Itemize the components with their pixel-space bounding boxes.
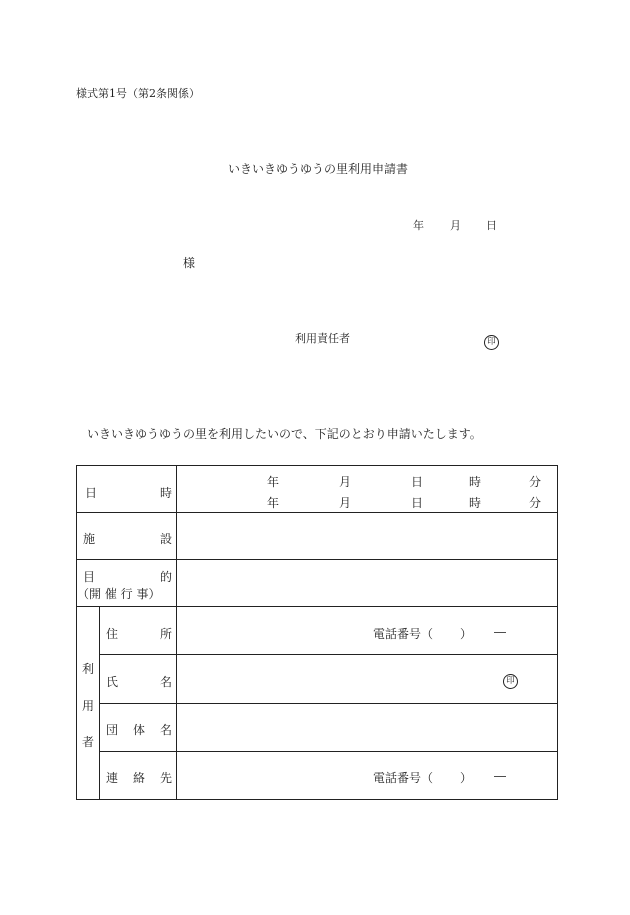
user-address-row <box>77 607 558 655</box>
address-label-cell <box>100 607 177 655</box>
datetime-input-cell[interactable] <box>177 466 558 513</box>
name-input-cell[interactable] <box>177 655 558 703</box>
organization-label-cell <box>100 703 177 751</box>
datetime-label-1: 日 <box>85 486 98 500</box>
seal-mark: 印 <box>484 335 499 350</box>
addressee-suffix: 様 <box>183 256 196 270</box>
form-number: 様式第1号（第2条関係） <box>76 87 200 100</box>
facility-label-1: 施 <box>83 532 96 546</box>
organization-label-1: 団 <box>106 723 119 738</box>
date-year-label: 年 <box>413 219 424 232</box>
responsible-person-label: 利用責任者 <box>295 332 350 345</box>
contact-label-cell <box>100 751 177 799</box>
date-day-label: 日 <box>486 219 497 232</box>
start-hour-label: 時 <box>469 475 482 489</box>
purpose-sub-label: （開 催 行 事） <box>77 587 161 601</box>
end-hour-label: 時 <box>469 496 482 510</box>
purpose-label-cell <box>77 560 177 607</box>
datetime-label-cell <box>77 466 177 513</box>
address-label-1: 住 <box>106 626 119 641</box>
facility-input-cell[interactable] <box>177 513 558 560</box>
contact-phone-dash: ― <box>494 769 506 784</box>
name-label-1: 氏 <box>106 674 119 689</box>
start-day-label: 日 <box>411 475 424 489</box>
name-seal-mark: 印 <box>503 674 518 689</box>
datetime-label-2: 時 <box>160 486 173 500</box>
user-group-char-2: 用 <box>82 699 95 713</box>
organization-label-3: 名 <box>160 723 173 738</box>
purpose-label-1: 目 <box>83 570 96 584</box>
contact-input-cell[interactable] <box>177 751 558 799</box>
user-group-char-3: 者 <box>82 735 95 749</box>
end-year-label: 年 <box>267 496 280 510</box>
contact-label-2: 絡 <box>133 771 146 786</box>
end-month-label: 月 <box>339 496 352 510</box>
end-day-label: 日 <box>411 496 424 510</box>
start-year-label: 年 <box>267 475 280 489</box>
address-phone-close: ） <box>460 626 473 641</box>
document-title: いきいきゆうゆうの里利用申請書 <box>228 162 409 176</box>
organization-label-2: 体 <box>133 723 146 738</box>
date-month-label: 月 <box>450 219 461 232</box>
start-minute-label: 分 <box>529 475 542 489</box>
purpose-row <box>77 560 558 607</box>
name-label-2: 名 <box>160 674 173 689</box>
seal-icon <box>484 329 499 350</box>
contact-label-1: 連 <box>106 771 119 786</box>
end-minute-label: 分 <box>529 496 542 510</box>
user-organization-row <box>77 703 558 751</box>
facility-label-2: 設 <box>160 532 173 546</box>
datetime-row <box>77 466 558 513</box>
address-phone-dash: ― <box>494 624 506 639</box>
intro-text: いきいきゆうゆうの里を利用したいので、下記のとおり申請いたします。 <box>87 427 482 441</box>
purpose-label-2: 的 <box>160 570 173 584</box>
start-month-label: 月 <box>339 475 352 489</box>
address-label-2: 所 <box>160 626 173 641</box>
user-group-char-1: 利 <box>82 662 95 676</box>
user-name-row <box>77 655 558 703</box>
contact-phone-label: 電話番号（ <box>373 771 434 786</box>
purpose-input-cell[interactable] <box>177 560 558 607</box>
name-label-cell <box>100 655 177 703</box>
facility-row <box>77 513 558 560</box>
application-table <box>76 465 558 800</box>
user-group-label-cell <box>77 607 100 800</box>
organization-input-cell[interactable] <box>177 703 558 751</box>
contact-phone-close: ） <box>460 771 473 786</box>
address-input-cell[interactable] <box>177 607 558 655</box>
name-seal-icon <box>503 672 518 689</box>
address-phone-label: 電話番号（ <box>373 626 434 641</box>
facility-label-cell <box>77 513 177 560</box>
contact-label-3: 先 <box>160 771 173 786</box>
user-contact-row <box>77 751 558 799</box>
